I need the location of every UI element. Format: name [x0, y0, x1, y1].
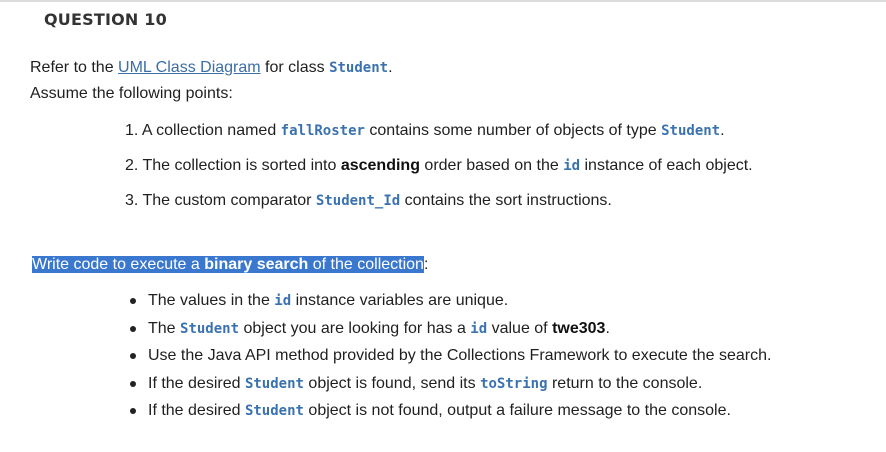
code-student: Student [661, 123, 721, 139]
bullet-icon [130, 408, 136, 414]
selected-text[interactable] [32, 256, 424, 273]
uml-class-diagram-link[interactable]: UML Class Diagram [118, 59, 261, 76]
item-number: 1. [125, 122, 142, 139]
code-fallroster: fallRoster [280, 123, 365, 139]
requirement-item [130, 346, 771, 374]
item-text: The [148, 319, 181, 337]
intro-text: Refer to the [30, 59, 119, 76]
requirement-item [130, 319, 771, 347]
requirements-list [130, 291, 771, 429]
item-number: 3. [125, 192, 143, 209]
intro-text: . [388, 59, 393, 76]
item-text: instance of each object. [580, 157, 753, 174]
assumption-item [125, 156, 753, 191]
item-text: order based on the [419, 157, 564, 174]
task-text: of the collection [308, 256, 424, 273]
item-text: value of [487, 319, 553, 337]
item-text: . [605, 319, 610, 337]
requirement-item [130, 374, 771, 402]
item-text: The collection is sorted into [142, 157, 341, 174]
item-text: object you are looking for has a [239, 319, 471, 337]
bullet-icon [130, 353, 136, 359]
item-number: 2. [125, 157, 143, 174]
bullet-icon [130, 326, 136, 332]
code-student-id: Student_Id [315, 193, 401, 209]
code-id: id [274, 293, 292, 309]
item-text: The values in the [148, 292, 275, 309]
requirement-item [130, 401, 771, 429]
code-id: id [470, 320, 488, 337]
code-tostring: toString [480, 375, 548, 392]
code-student: Student [329, 60, 389, 76]
task-text: : [423, 256, 429, 273]
code-student: Student [244, 403, 304, 419]
assumption-item [125, 191, 753, 226]
requirement-item [130, 291, 771, 319]
code-student: Student [180, 320, 240, 337]
item-text: The custom comparator [142, 192, 316, 209]
code-student: Student [244, 375, 304, 392]
item-text: Use the Java API method provided by the Collections Framework to execute the search. [148, 347, 772, 364]
assumption-item [125, 121, 753, 156]
bullet-icon [130, 298, 136, 304]
item-text: contains some number of objects of type [364, 122, 662, 139]
top-divider [0, 0, 886, 2]
task-instruction[interactable] [32, 254, 428, 275]
item-text: instance variables are unique. [291, 292, 509, 309]
item-text: . [720, 122, 725, 139]
bold-ascending: ascending [340, 157, 420, 174]
item-text: contains the sort instructions. [400, 192, 612, 209]
bold-twe303: twe303 [552, 319, 606, 337]
question-title: QUESTION 10 [44, 10, 167, 29]
item-text: object is found, send its [303, 374, 481, 392]
bold-binary-search: binary search [204, 256, 309, 273]
intro-line-1 [30, 58, 393, 78]
intro-text: for class [260, 59, 330, 76]
item-text: If the desired [148, 374, 245, 392]
item-text: return to the console. [547, 374, 703, 392]
task-text: Write code to execute a [32, 256, 205, 273]
bullet-icon [130, 381, 136, 387]
item-text: If the desired [148, 402, 245, 419]
item-text: A collection named [141, 122, 281, 139]
assumptions-list [125, 121, 753, 226]
code-id: id [563, 158, 581, 174]
intro-line-2: Assume the following points: [30, 85, 233, 102]
item-text: object is not found, output a failure message to the console. [303, 402, 731, 419]
